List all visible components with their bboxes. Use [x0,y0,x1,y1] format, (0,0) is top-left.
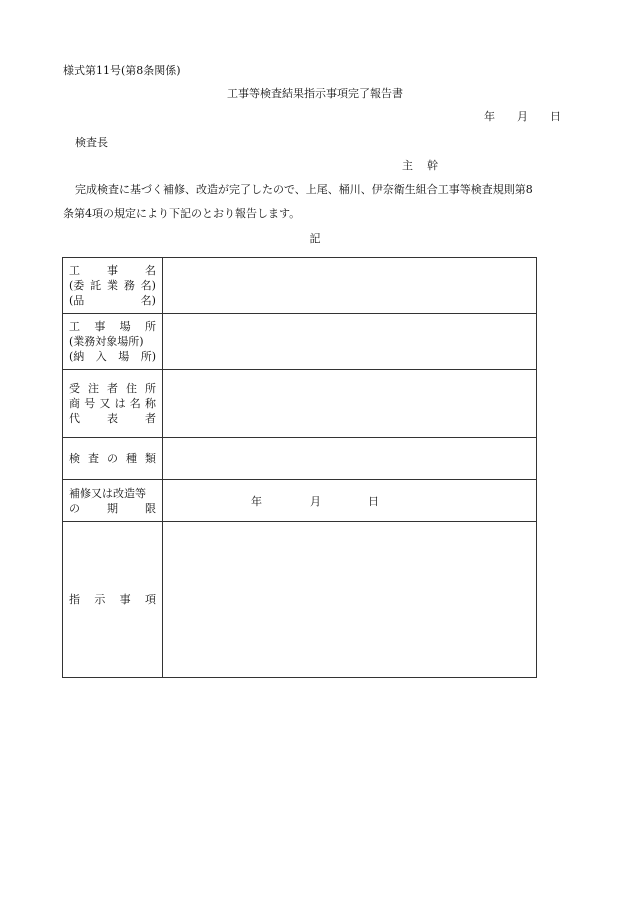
row-deadline [63,480,537,522]
date-month-label: 月 [517,110,528,123]
value-deadline[interactable] [163,480,537,522]
label-char: 業 [106,279,118,292]
label-char: 場 [119,320,131,333]
label-line [69,501,156,516]
label-char: 種 [126,452,137,465]
label-char: 務 [123,279,135,292]
value-instructions[interactable] [163,522,537,678]
label-char: 項 [144,593,156,606]
label-char: 事 [94,320,106,333]
label-char: 所 [144,320,156,333]
label-char: 商 [69,397,80,410]
label-char: 場 [118,350,130,363]
label-instructions [63,522,163,678]
label-char: 号 [84,397,96,410]
value-construction-name[interactable] [163,258,537,314]
label-char: 称 [144,397,156,410]
sender-title [402,159,438,173]
label-char: 入 [95,350,107,363]
label-deadline [63,480,163,522]
label-char: (品 [69,294,85,307]
addressee: 検査長 [75,136,108,149]
label-char: 名) [140,279,156,292]
label-char: 名 [129,397,141,410]
label-char: 受 [69,382,80,395]
label-char: 注 [88,382,99,395]
date-year-label: 年 [484,110,495,123]
label-char: 指 [69,593,80,606]
label-line [69,396,156,411]
label-line [69,263,156,278]
deadline-day-label: 日 [368,494,379,508]
label-line [69,592,156,607]
label-char: 補修又は改造等 [69,486,146,500]
sender-label-2: 幹 [427,159,438,172]
label-char: 名) [140,294,156,307]
label-char: 事 [119,593,131,606]
label-char: 類 [145,452,156,465]
report-date [462,110,561,124]
row-construction-site [63,314,537,370]
report-table [62,257,537,678]
label-line [69,381,156,396]
row-construction-name [63,258,537,314]
label-char: (業務対象場所) [69,335,144,348]
row-instructions [63,522,537,678]
label-char: 名 [145,264,156,277]
body-text-line-1: 完成検査に基づく補修、改造が完了したので、上尾、桶川、伊奈衛生組合工事等検査規則第8 [75,183,533,196]
document-title: 工事等検査結果指示事項完了報告書 [227,87,403,100]
row-contractor [63,370,537,438]
label-char: 託 [90,279,102,292]
deadline-year-label: 年 [251,494,262,508]
label-line [69,293,156,308]
label-line [69,278,156,293]
label-contractor [63,370,163,438]
label-char: 示 [94,593,106,606]
label-char: 表 [107,412,118,425]
label-char: 又 [99,397,111,410]
label-line [69,349,156,364]
label-char: 所) [140,350,156,363]
label-construction-site [63,314,163,370]
label-char: の [107,452,118,465]
label-char: 期 [107,501,118,515]
label-char: (納 [69,350,85,363]
label-line [69,411,156,426]
deadline-month-label: 月 [310,494,321,508]
value-contractor[interactable] [163,370,537,438]
label-construction-name [63,258,163,314]
label-inspection-type [63,438,163,480]
date-day-label: 日 [550,110,561,123]
label-line [69,451,156,466]
label-char: 限 [145,501,156,515]
label-char: 住 [126,382,137,395]
value-inspection-type[interactable] [163,438,537,480]
label-char: の [69,501,80,515]
ki-heading: 記 [309,232,321,245]
label-char: 事 [107,264,118,277]
label-char: 工 [69,264,80,277]
label-char: 所 [145,382,156,395]
label-char: は [114,397,126,410]
label-char: 査 [88,452,99,465]
label-line [69,319,156,334]
label-char: (委 [69,279,85,292]
sender-label-1: 主 [402,159,413,172]
label-char: 者 [107,382,118,395]
row-inspection-type [63,438,537,480]
label-char: 検 [69,452,80,465]
label-char: 代 [69,412,80,425]
label-char: 工 [69,320,80,333]
value-construction-site[interactable] [163,314,537,370]
label-line [69,334,156,349]
form-number: 様式第11号(第8条関係) [63,64,181,77]
label-line [69,486,156,501]
body-text-line-2: 条第4項の規定により下記のとおり報告します。 [63,207,301,220]
label-char: 者 [145,412,156,425]
